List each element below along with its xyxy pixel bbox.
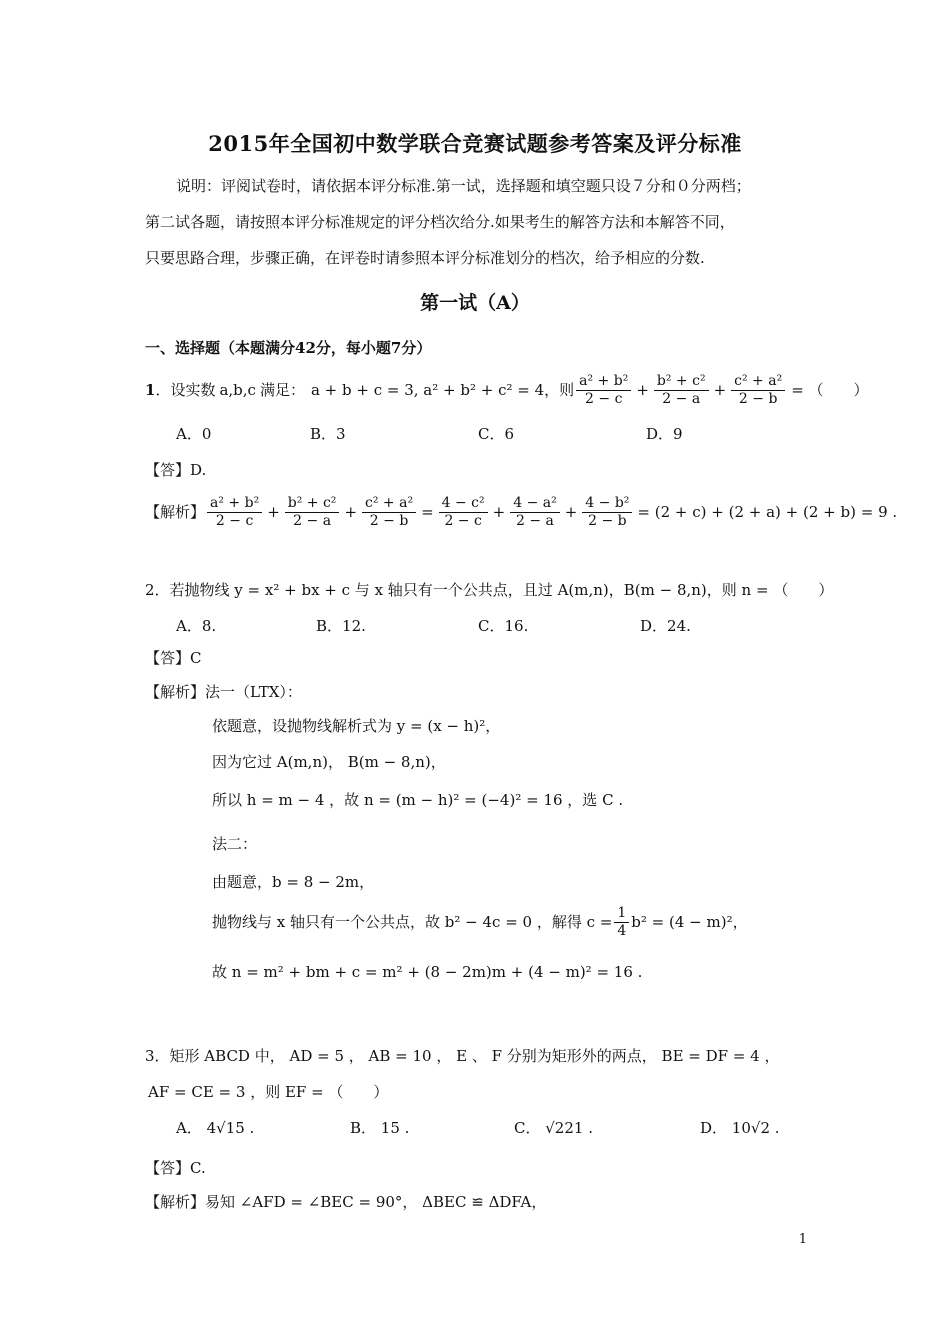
q1-answer: 【答】D. xyxy=(145,461,207,479)
q3-solution: 【解析】易知 ∠AFD = ∠BEC = 90°， ΔBEC ≌ ΔDFA， xyxy=(145,1193,547,1211)
q1-solution-tail: = (2 + c) + (2 + a) + (2 + b) = 9 . xyxy=(637,503,898,521)
q2-answer: 【答】C xyxy=(145,649,202,667)
q3-option-c: C． √221 . xyxy=(514,1119,593,1137)
q1-fraction-3: $\frac{\text{c² + a²}}{2 - b}$ xyxy=(731,373,785,408)
q2-stem: 2．若抛物线 y = x² + bx + c 与 x 轴只有一个公共点，且过 A(m,n)，B(m − 8,n)，则 n = （ ） xyxy=(145,581,834,599)
q2-option-a: A．8. xyxy=(176,617,217,635)
q1-vars: a,b,c xyxy=(219,381,256,399)
q1-number: 1 xyxy=(145,381,156,399)
q1-option-a: A．0 xyxy=(176,425,212,443)
intro-line-3: 只要思路合理，步骤正确，在评卷时请参照本评分标准划分的档次，给予相应的分数. xyxy=(145,249,705,267)
q2-solution-line-7: 故 n = m² + bm + c = m² + (8 − 2m)m + (4 − m)² = 16 . xyxy=(212,963,643,981)
q3-stem-1: 3．矩形 ABCD 中， AD = 5 ， AB = 10 ， E 、 F 分别为矩形外的两点， BE = DF = 4 ， xyxy=(145,1047,780,1065)
intro-line-1: 说明：评阅试卷时，请依据本评分标准.第一试，选择题和填空题只设７分和０分两档； xyxy=(176,177,751,195)
intro-line-2: 第二试各题，请按照本评分标准规定的评分档次给分.如果考生的解答方法和本解答不同， xyxy=(145,213,735,231)
q3-answer: 【答】C. xyxy=(145,1159,206,1177)
q2-solution-line-6: 抛物线与 x 轴只有一个公共点，故 b² − 4c = 0 ，解得 c = $\frac{1}{4}$ b² = (4 − m)²， xyxy=(212,904,748,939)
q3-stem-2: AF = CE = 3 ，则 EF = （ ） xyxy=(148,1083,389,1101)
q1-solution-label: 【解析】 xyxy=(145,503,206,521)
q1-fraction-1: $\frac{\text{a² + b²}}{2 - c}$ xyxy=(576,373,631,408)
q2-solution-head: 【解析】法一（LTX）： xyxy=(145,683,302,701)
q2-option-d: D．24. xyxy=(640,617,691,635)
q1-option-d: D．9 xyxy=(646,425,683,443)
q2-solution-line-3: 所以 h = m − 4 ，故 n = (m − h)² = (−4)² = 16 ，选 C . xyxy=(212,791,624,809)
q1-then: ，则 xyxy=(544,381,575,399)
q1-condition: a + b + c = 3, a² + b² + c² = 4 xyxy=(310,381,545,399)
q2-option-c: C．16. xyxy=(478,617,529,635)
q3-option-b: B． 15 . xyxy=(350,1119,410,1137)
q2-solution-line-1: 依题意，设抛物线解析式为 y = (x − h)²， xyxy=(212,717,501,735)
part-title: 一、选择题（本题满分42分，每小题7分） xyxy=(145,339,432,357)
q1-mid: 满足： xyxy=(259,381,305,399)
q3-option-a: A． 4√15 . xyxy=(176,1119,255,1137)
q1-option-c: C．6 xyxy=(478,425,515,443)
q1-stem: 1 ．设实数 a,b,c 满足： a + b + c = 3, a² + b² + c² = 4 ，则 $\frac{\text{a² + b²}}{2 - c}$ + $\frac{\text{b² + c²}}{2 - a}$ + $\frac{\text{c² + a²}}{2 - b}$ = （ ） xyxy=(145,372,869,407)
q2-solution-line-5: 由题意，b = 8 − 2m， xyxy=(212,873,375,891)
q2-option-b: B．12. xyxy=(316,617,366,635)
page-number: 1 xyxy=(798,1232,807,1247)
q1-tail: = （ ） xyxy=(791,381,869,399)
q1-fraction-2: $\frac{\text{b² + c²}}{2 - a}$ xyxy=(654,373,709,408)
q1-solution: 【解析】 $\frac{\text{a² + b²}}{2 - c}$ + $\frac{\text{b² + c²}}{2 - a}$ + $\frac{\text{c² + a²}}{2 - b}$ = $\frac{\text{4 − c²}}{2 - c}$ + $\frac{\text{4 − a²}}{2 - a}$ + $\frac{\text{4 − b²}}{2 - b}$ = (2 + c) + (2 + a) + (2 + b) = 9 . xyxy=(145,494,898,529)
q2-fraction-quarter: $\frac{1}{4}$ xyxy=(614,905,629,940)
q2-method-two: 法二： xyxy=(212,835,258,853)
q2-solution-line-2: 因为它过 A(m,n)， B(m − 8,n)， xyxy=(212,753,446,771)
q1-option-b: B．3 xyxy=(310,425,346,443)
q1-prefix: ．设实数 xyxy=(155,381,216,399)
q3-option-d: D． 10√2 . xyxy=(700,1119,780,1137)
doc-title: 2015年全国初中数学联合竞赛试题参考答案及评分标准 xyxy=(208,131,742,156)
section-title: 第一试（A） xyxy=(420,292,530,314)
